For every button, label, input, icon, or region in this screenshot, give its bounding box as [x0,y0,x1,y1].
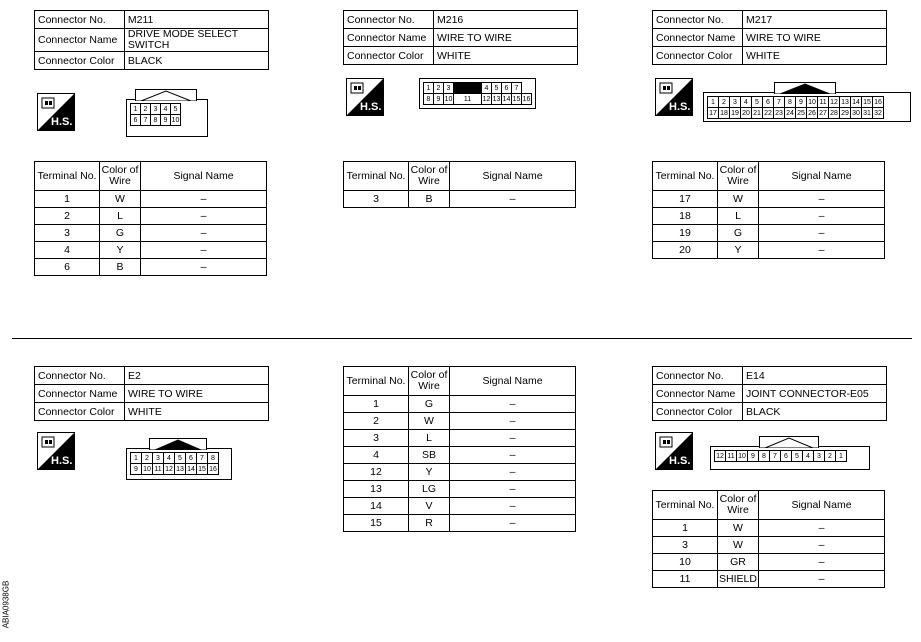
signal-name-cell: – [450,464,576,481]
pin-cell: 4 [741,97,752,108]
table-row [344,481,576,498]
connector-name-label: Connector Name [344,29,434,47]
pin-cell: 16 [209,465,217,473]
pin-cell: 13 [841,98,849,106]
pin-cell: 12 [165,465,173,473]
connector-color-label: Connector Color [653,47,743,65]
connector-name-label: Connector Name [653,385,743,403]
m211-terminal-table [34,161,267,276]
wire-color-cell: B [409,191,450,208]
pin-cell: 2 [434,83,444,94]
pin-cell: 10 [808,98,816,106]
pin-cell: 24 [786,109,794,117]
pin-cell: 8 [759,451,770,462]
color-of-wire-header: Color of Wire [718,162,759,191]
pin-cell: 1 [131,453,142,464]
pin-grid [130,103,181,126]
signal-name-header: Signal Name [450,367,576,396]
pin-cell: 7 [774,97,785,108]
terminal-no-cell: 17 [653,191,718,208]
pin-cell: 2 [142,453,153,464]
pin-cell: 17 [709,109,717,117]
table-row [344,396,576,413]
terminal-no-cell: 3 [344,430,409,447]
wire-color-cell: V [409,498,450,515]
wire-color-cell: L [718,208,759,225]
connector-number-label: Connector No. [35,367,125,385]
info-row [35,385,269,403]
color-of-wire-header: Color of Wire [409,162,450,191]
signal-name-cell: – [141,225,267,242]
signal-name-cell: – [450,481,576,498]
pin-cell: 20 [742,109,750,117]
signal-name-cell: – [450,413,576,430]
pin-row [424,83,532,94]
signal-name-cell: – [141,191,267,208]
e2-connector-info-table [34,366,269,421]
signal-name-cell: – [759,537,885,554]
wire-color-cell: Y [100,242,141,259]
connector-color-label: Connector Color [35,403,125,421]
terminal-no-cell: 4 [344,447,409,464]
pin-cell: 10 [171,116,180,124]
e2-connector-diagram [126,448,232,480]
color-of-wire-header: Color of Wire [718,491,759,520]
terminal-no-header: Terminal No. [653,491,718,520]
pin-cell: 5 [752,97,763,108]
signal-name-cell: – [450,515,576,532]
pin-cell: 29 [841,109,849,117]
wire-color-cell: W [718,191,759,208]
connector-number-label: Connector No. [653,367,743,385]
pin-cell: 5 [492,83,502,94]
m216-terminal-table [343,161,576,208]
pin-cell: 1 [131,104,141,115]
terminal-no-cell: 1 [344,396,409,413]
m216-connector-info-table [343,10,578,65]
connector-number-label: Connector No. [35,11,125,29]
pin-cell: 9 [748,451,759,462]
hs-label: H.S. [51,455,73,467]
connector-number-value: M216 [434,11,578,29]
blocked-cavity [454,83,482,94]
wire-color-cell: W [100,191,141,208]
pin-cell: 16 [874,98,882,106]
connector-color-value: WHITE [434,47,578,65]
wire-color-cell: W [718,537,759,554]
connector-latch [759,435,819,447]
connector-color-label: Connector Color [653,403,743,421]
hs-label: H.S. [51,116,73,128]
terminal-no-cell: 3 [344,191,409,208]
pin-cell: 13 [176,465,184,473]
signal-name-cell: – [450,498,576,515]
harness-side-icon [655,78,693,116]
connector-name-value: DRIVE MODE SELECT SWITCH [124,29,268,52]
pin-cell: 8 [151,115,161,126]
pin-cell: 25 [797,109,805,117]
terminal-no-header: Terminal No. [344,367,409,396]
harness-side-icon [655,432,693,470]
connector-latch [135,88,197,100]
terminal-no-cell: 3 [35,225,100,242]
pin-cell: 7 [141,115,151,126]
connector-color-value: BLACK [124,52,268,70]
table-row [653,520,885,537]
pin-cell: 4 [803,451,814,462]
table-row [344,498,576,515]
m217-connector-info-table [652,10,887,65]
color-of-wire-header: Color of Wire [100,162,141,191]
info-row [35,52,269,70]
terminal-no-cell: 6 [35,259,100,276]
pin-cell: 3 [730,97,741,108]
m216-connector-diagram [419,78,536,109]
pin-cell: 12 [482,95,491,103]
terminal-no-cell: 2 [35,208,100,225]
connector-latch [149,437,207,449]
connector-number-value: E2 [125,367,269,385]
e14-terminal-table [652,490,885,588]
pin-cell: 7 [770,451,781,462]
table-row [653,225,885,242]
e14-connector-info-table [652,366,887,421]
signal-name-cell: – [759,191,885,208]
hs-label: H.S. [360,101,382,113]
connector-color-label: Connector Color [35,52,125,70]
table-row [653,242,885,259]
terminal-no-cell: 12 [344,464,409,481]
pin-cell: 14 [502,95,511,103]
signal-name-header: Signal Name [759,491,885,520]
harness-side-icon [37,432,75,470]
pin-grid [130,452,219,475]
wire-color-cell: SHIELD [718,571,759,588]
info-row [653,367,887,385]
table-row [35,259,267,276]
info-row [653,47,887,65]
connector-name-value: JOINT CONNECTOR-E05 [743,385,887,403]
signal-name-cell: – [141,259,267,276]
pin-cell: 9 [131,464,142,475]
terminal-no-cell: 18 [653,208,718,225]
info-row [653,385,887,403]
info-row [653,29,887,47]
pin-cell: 19 [731,109,739,117]
terminal-no-cell: 14 [344,498,409,515]
connector-number-value: M217 [743,11,887,29]
connector-number-value: E14 [743,367,887,385]
pin-cell: 5 [171,104,181,115]
signal-name-cell: – [759,225,885,242]
terminal-no-cell: 15 [344,515,409,532]
signal-name-cell: – [141,242,267,259]
pin-cell: 12 [716,452,724,460]
info-row [344,47,578,65]
pin-cell: 3 [814,451,825,462]
pin-cell: 6 [131,115,141,126]
pin-cell: 26 [808,109,816,117]
table-row [35,225,267,242]
pin-cell: 4 [164,453,175,464]
signal-name-cell: – [141,208,267,225]
wire-color-cell: G [718,225,759,242]
pin-cell: 30 [852,109,860,117]
pin-cell: 15 [863,98,871,106]
pin-cell: 9 [796,97,807,108]
terminal-no-cell: 20 [653,242,718,259]
pin-cell: 15 [198,465,206,473]
harness-side-icon [37,93,75,131]
pin-cell: 6 [186,453,197,464]
section-divider [12,338,912,339]
wire-color-cell: R [409,515,450,532]
signal-name-cell: – [450,447,576,464]
pin-cell: 11 [154,465,162,473]
terminal-no-header: Terminal No. [35,162,100,191]
table-row [653,191,885,208]
wire-color-cell: GR [718,554,759,571]
table-row [344,191,576,208]
wire-color-cell: LG [409,481,450,498]
pin-cell: 1 [424,83,434,94]
pin-cell: 31 [863,109,871,117]
pin-cell: 12 [830,98,838,106]
pin-cell: 22 [764,109,772,117]
pin-cell: 7 [512,83,522,94]
pin-cell: 11 [454,94,482,105]
pin-cell: 3 [153,453,164,464]
table-row [653,571,885,588]
terminal-no-cell: 4 [35,242,100,259]
pin-row [131,464,219,475]
terminal-no-cell: 19 [653,225,718,242]
m217-connector-diagram [703,92,911,122]
pin-cell: 32 [874,109,882,117]
table-row [35,191,267,208]
connector-name-value: WIRE TO WIRE [434,29,578,47]
terminal-no-cell: 11 [653,571,718,588]
info-row [35,11,269,29]
connector-number-label: Connector No. [344,11,434,29]
pin-row [424,94,532,105]
signal-name-cell: – [450,396,576,413]
pin-cell: 13 [492,95,501,103]
connector-number-label: Connector No. [653,11,743,29]
signal-name-header: Signal Name [141,162,267,191]
pin-cell: 21 [753,109,761,117]
signal-name-cell: – [759,571,885,588]
pin-cell: 4 [482,83,492,94]
terminal-no-cell: 2 [344,413,409,430]
pin-cell: 11 [819,98,827,106]
pin-row [708,97,884,108]
table-row [35,208,267,225]
wire-color-cell: Y [718,242,759,259]
figure-code: ABIA0938GB [1,580,11,629]
signal-name-header: Signal Name [759,162,885,191]
info-row [344,29,578,47]
pin-cell: 1 [836,451,847,462]
wire-color-cell: SB [409,447,450,464]
pin-cell: 14 [852,98,860,106]
wire-color-cell: B [100,259,141,276]
pin-cell: 6 [502,83,512,94]
table-row [653,554,885,571]
wire-color-cell: W [409,413,450,430]
connector-color-value: WHITE [125,403,269,421]
info-row [653,11,887,29]
pin-cell: 8 [208,453,219,464]
connector-name-label: Connector Name [653,29,743,47]
pin-cell: 28 [830,109,838,117]
connector-color-value: WHITE [743,47,887,65]
m211-connector-info-table [34,10,269,70]
pin-grid [714,450,847,462]
terminal-no-header: Terminal No. [653,162,718,191]
pin-cell: 5 [175,453,186,464]
signal-name-cell: – [759,208,885,225]
wire-color-cell: G [100,225,141,242]
color-of-wire-header: Color of Wire [409,367,450,396]
table-row [344,464,576,481]
m217-terminal-table [652,161,885,259]
pin-cell: 2 [825,451,836,462]
hs-label: H.S. [669,455,691,467]
pin-grid [707,96,884,119]
wire-color-cell: W [718,520,759,537]
wire-color-cell: L [409,430,450,447]
wire-color-cell: Y [409,464,450,481]
terminal-no-cell: 10 [653,554,718,571]
pin-cell: 8 [785,97,796,108]
pin-cell: 6 [781,451,792,462]
pin-cell: 15 [512,95,521,103]
signal-name-cell: – [450,191,576,208]
pin-cell: 2 [141,104,151,115]
connector-number-value: M211 [124,11,268,29]
pin-cell: 11 [727,452,735,460]
pin-cell: 4 [161,104,171,115]
table-row [35,242,267,259]
connector-name-label: Connector Name [35,385,125,403]
pin-cell: 18 [720,109,728,117]
connector-color-label: Connector Color [344,47,434,65]
e2-terminal-table [343,366,576,532]
connector-color-value: BLACK [743,403,887,421]
table-row [344,515,576,532]
pin-cell: 14 [187,465,195,473]
pin-grid [423,82,532,105]
pin-row [708,108,884,119]
connector-latch [774,81,836,93]
pin-cell: 3 [444,83,454,94]
signal-name-cell: – [759,520,885,537]
pin-cell: 7 [197,453,208,464]
table-row [653,537,885,554]
info-row [653,403,887,421]
connector-name-value: WIRE TO WIRE [743,29,887,47]
info-row [35,29,269,52]
wire-color-cell: G [409,396,450,413]
terminal-no-cell: 1 [653,520,718,537]
pin-cell: 10 [444,95,453,103]
pin-cell: 3 [151,104,161,115]
m211-connector-diagram [126,99,208,137]
pin-cell: 23 [775,109,783,117]
signal-name-header: Signal Name [450,162,576,191]
pin-cell: 2 [719,97,730,108]
pin-row [131,453,219,464]
connector-name-label: Connector Name [35,29,125,52]
e14-connector-diagram [710,446,870,470]
terminal-no-cell: 3 [653,537,718,554]
pin-row [131,115,181,126]
pin-cell: 5 [792,451,803,462]
info-row [35,367,269,385]
pin-cell: 10 [143,465,151,473]
terminal-no-cell: 1 [35,191,100,208]
terminal-no-cell: 13 [344,481,409,498]
table-row [344,413,576,430]
pin-cell: 6 [763,97,774,108]
pin-cell: 16 [522,95,531,103]
connector-name-value: WIRE TO WIRE [125,385,269,403]
pin-cell: 8 [424,94,434,105]
pin-cell: 27 [819,109,827,117]
signal-name-cell: – [450,430,576,447]
wire-color-cell: L [100,208,141,225]
terminal-no-header: Terminal No. [344,162,409,191]
harness-side-icon [346,78,384,116]
pin-cell: 9 [434,94,444,105]
pin-cell: 1 [708,97,719,108]
pin-cell: 9 [161,115,171,126]
signal-name-cell: – [759,242,885,259]
info-row [35,403,269,421]
pin-row [715,451,847,462]
table-row [344,430,576,447]
table-row [344,447,576,464]
pin-row [131,104,181,115]
table-row [653,208,885,225]
hs-label: H.S. [669,101,691,113]
info-row [344,11,578,29]
pin-cell: 10 [738,452,746,460]
signal-name-cell: – [759,554,885,571]
